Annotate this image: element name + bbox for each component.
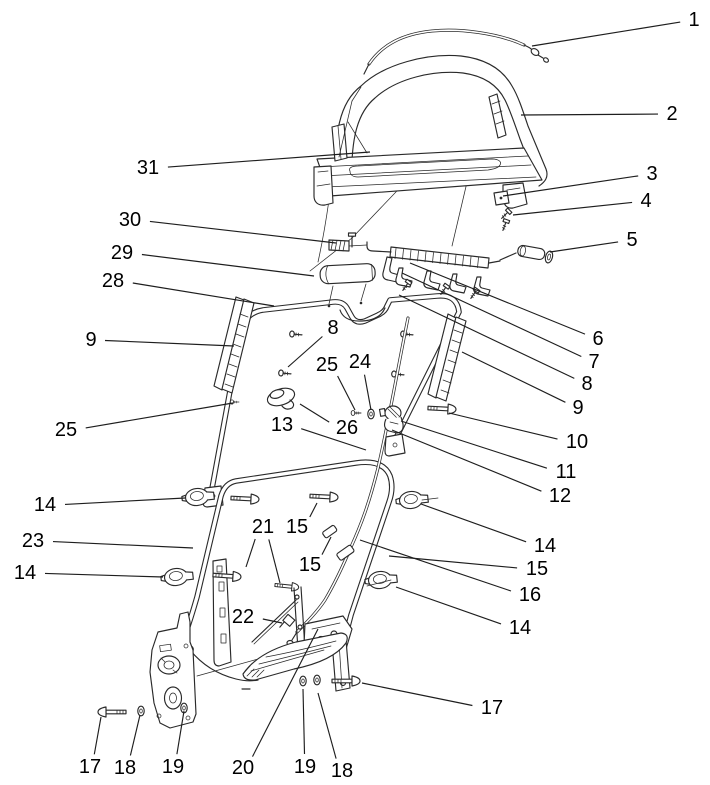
leader-line-24	[365, 375, 372, 410]
upper-console	[314, 56, 547, 209]
callout-20: 20	[231, 757, 255, 779]
callout-22: 22	[231, 606, 255, 628]
leader-line-10	[449, 413, 558, 439]
leader-line-2	[521, 114, 658, 115]
callout-14: 14	[33, 494, 57, 516]
callout-24: 24	[348, 351, 372, 373]
callout-3: 3	[646, 163, 658, 185]
leader-line-30	[150, 221, 336, 243]
callout-17: 17	[480, 697, 504, 719]
callout-17: 17	[78, 756, 102, 778]
leader-line-25	[86, 403, 233, 428]
callout-2: 2	[666, 103, 678, 125]
leader-line-23	[53, 542, 193, 548]
leader-line-9	[105, 341, 234, 347]
lever-washer-b	[314, 675, 320, 685]
callout-14: 14	[13, 562, 37, 584]
callout-15: 15	[285, 516, 309, 538]
callout-14: 14	[533, 535, 557, 557]
leader-line-14	[65, 498, 185, 504]
callout-23: 23	[21, 530, 45, 552]
callout-12: 12	[548, 485, 572, 507]
callout-25: 25	[315, 354, 339, 376]
callout-14: 14	[508, 617, 532, 639]
callout-31: 31	[136, 157, 160, 179]
leader-line-14	[396, 587, 501, 624]
leader-line-11	[401, 421, 547, 468]
leader-line-14	[421, 504, 526, 542]
leader-line-25	[338, 376, 355, 410]
lever-assembly	[242, 587, 360, 691]
callout-13: 13	[270, 414, 294, 436]
callout-11: 11	[555, 461, 577, 483]
callout-16: 16	[518, 584, 542, 606]
callout-29: 29	[110, 242, 134, 264]
callout-19: 19	[293, 756, 317, 778]
plate-bolt	[98, 707, 126, 717]
callout-4: 4	[640, 190, 652, 212]
callout-9: 9	[572, 397, 584, 419]
leader-line-18	[130, 715, 140, 756]
latch-rod	[367, 242, 391, 252]
callout-8: 8	[327, 317, 339, 339]
leader-line-5	[550, 242, 618, 252]
callout-5: 5	[626, 229, 638, 251]
lever-washer-a	[300, 676, 306, 686]
leader-line-21	[269, 539, 280, 583]
leader-line-12	[392, 430, 541, 491]
callout-1: 1	[688, 9, 700, 31]
callout-30: 30	[118, 209, 142, 231]
carriage-bolts	[213, 491, 339, 592]
leader-line-9	[462, 352, 565, 402]
callout-25: 25	[54, 419, 78, 441]
leader-line-19	[303, 689, 305, 754]
mount-plate-left	[98, 612, 196, 728]
callout-7: 7	[588, 351, 600, 373]
callout-9: 9	[85, 329, 97, 351]
leader-line-15	[310, 503, 317, 517]
leader-line-15	[389, 556, 517, 568]
spacer-cylinder	[517, 245, 545, 261]
clamp-bolt	[428, 403, 456, 414]
leader-line-18	[318, 693, 336, 759]
bag-hook	[265, 385, 297, 409]
leader-line-29	[142, 255, 314, 277]
callout-layer	[14, 9, 700, 782]
callout-18: 18	[330, 760, 354, 782]
callout-8: 8	[581, 373, 593, 395]
leader-line-17	[362, 683, 472, 706]
leader-line-4	[513, 202, 632, 215]
plate-washer	[138, 706, 144, 716]
leader-line-28	[133, 283, 274, 306]
callout-15: 15	[525, 558, 549, 580]
callout-28: 28	[101, 270, 125, 292]
callout-10: 10	[565, 431, 589, 453]
callout-21: 21	[251, 516, 275, 538]
callout-15: 15	[298, 554, 322, 576]
callout-26: 26	[335, 417, 359, 439]
leader-line-1	[532, 22, 680, 46]
latch-rail-assembly	[329, 219, 554, 300]
leader-line-17	[94, 717, 101, 754]
spring	[329, 240, 349, 251]
leader-line-15	[322, 537, 331, 555]
leader-line-8	[399, 295, 574, 378]
leader-line-21	[246, 539, 255, 567]
callout-6: 6	[592, 328, 604, 350]
leader-line-26	[300, 404, 329, 422]
leader-line-14	[45, 573, 163, 577]
bail-cable	[364, 30, 549, 74]
leader-line-7	[402, 273, 581, 357]
callout-18: 18	[113, 757, 137, 779]
callout-19: 19	[161, 756, 185, 778]
